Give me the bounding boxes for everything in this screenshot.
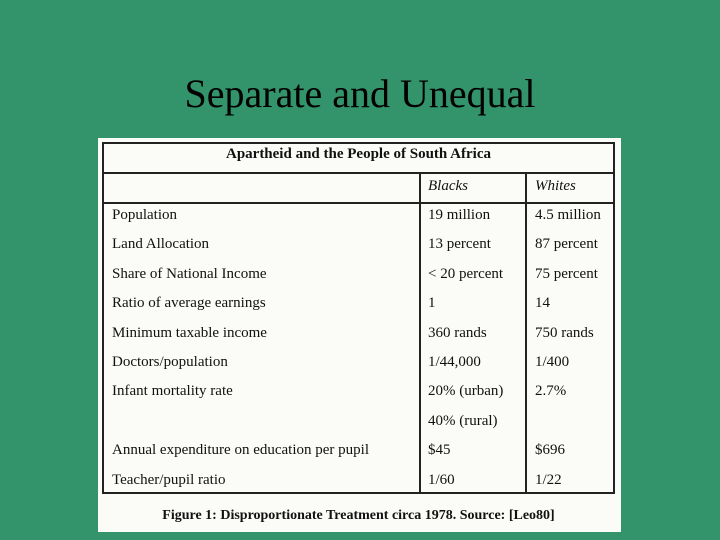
row-value-blacks: < 20 percent (428, 266, 504, 282)
row-label: Share of National Income (112, 266, 267, 282)
row-value-blacks: 40% (rural) (428, 413, 498, 429)
row-value-blacks: 13 percent (428, 236, 491, 252)
row-value-blacks: 360 rands (428, 325, 487, 341)
row-label: Land Allocation (112, 236, 210, 252)
row-value-whites: 1/400 (535, 354, 570, 370)
row-label: Infant mortality rate (112, 383, 233, 399)
column-divider-blacks (419, 172, 421, 494)
row-value-whites: 87 percent (535, 236, 598, 252)
row-label: Annual expenditure on education per pupil (112, 442, 370, 458)
row-label: Population (112, 207, 178, 223)
row-value-blacks: 1/44,000 (428, 354, 481, 370)
row-value-whites: 75 percent (535, 266, 598, 282)
row-value-whites: 2.7% (535, 383, 567, 399)
figure-image (98, 138, 621, 532)
column-divider-whites (525, 172, 527, 494)
column-header-whites: Whites (535, 178, 576, 194)
row-value-blacks: 1/60 (428, 472, 455, 488)
row-value-blacks: $45 (428, 442, 451, 458)
column-header-blacks: Blacks (428, 178, 468, 194)
row-value-whites: 1/22 (535, 472, 562, 488)
row-value-whites: 750 rands (535, 325, 594, 341)
row-label: Teacher/pupil ratio (112, 472, 226, 488)
row-value-whites: 14 (535, 295, 550, 311)
row-value-whites: 4.5 million (535, 207, 601, 223)
slide-title: Separate and Unequal (184, 71, 536, 116)
row-value-blacks: 20% (urban) (428, 383, 504, 399)
header-divider (102, 202, 615, 204)
row-value-whites: $696 (535, 442, 565, 458)
row-label: Ratio of average earnings (112, 295, 266, 311)
row-value-blacks: 19 million (428, 207, 491, 223)
table-title-divider (102, 172, 615, 174)
row-label: Minimum taxable income (112, 325, 267, 341)
table-title: Apartheid and the People of South Africa (225, 146, 491, 162)
row-label: Doctors/population (112, 354, 228, 370)
figure-caption: Figure 1: Disproportionate Treatment circa 1978. Source: [Leo80] (162, 508, 555, 523)
row-value-blacks: 1 (428, 295, 436, 311)
